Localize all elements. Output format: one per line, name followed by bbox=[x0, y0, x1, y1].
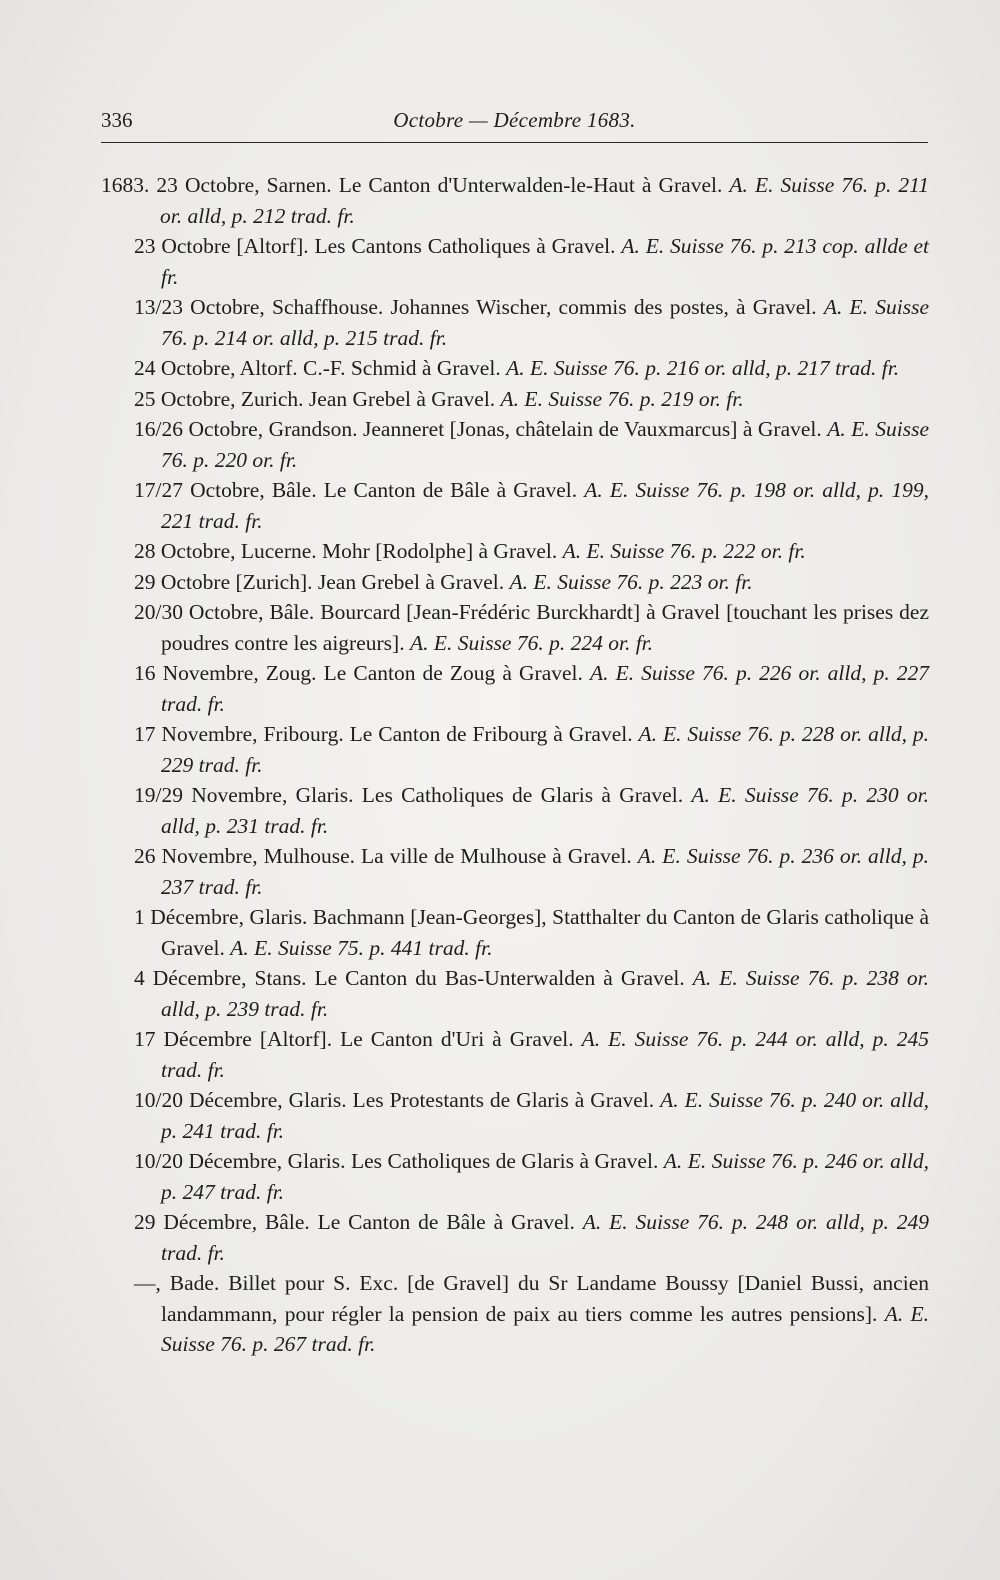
entry-text: 23 Octobre [Altorf]. Les Cantons Catholiques à Gravel. bbox=[134, 234, 616, 258]
archive-reference: A. E. Suisse 76. p. 226 or. alld, p. 227 trad. fr. bbox=[161, 661, 930, 716]
entry-text: 17/27 Octobre, Bâle. Le Canton de Bâle à Gravel. bbox=[134, 478, 578, 502]
page-header bbox=[101, 108, 928, 143]
archive-reference: A. E. Suisse 76. p. 214 or. alld, p. 215 trad. fr. bbox=[161, 295, 929, 350]
archive-reference: A. E. Suisse 76. p. 240 or. alld, p. 241 trad. fr. bbox=[161, 1088, 930, 1143]
calendar-entry bbox=[101, 902, 929, 963]
calendar-entry bbox=[101, 780, 929, 841]
entry-text: 25 Octobre, Zurich. Jean Grebel à Gravel. bbox=[134, 386, 496, 411]
calendar-entry bbox=[101, 1207, 929, 1268]
entry-text: 26 Novembre, Mulhouse. La ville de Mulhouse à Gravel. bbox=[134, 844, 632, 868]
archive-reference: A. E. Suisse 76. p. 220 or. fr. bbox=[161, 417, 930, 472]
calendar-entry bbox=[101, 231, 929, 292]
calendar-entry bbox=[101, 719, 929, 780]
calendar-entry bbox=[101, 597, 929, 658]
archive-reference: A. E. Suisse 76. p. 246 or. alld, p. 247 trad. fr. bbox=[161, 1149, 929, 1204]
archive-reference: A. E. Suisse 76. p. 219 or. fr. bbox=[500, 386, 744, 411]
entry-text: 24 Octobre, Altorf. C.-F. Schmid à Gravel. bbox=[134, 356, 501, 380]
calendar-entry bbox=[101, 170, 929, 231]
entry-text: 4 Décembre, Stans. Le Canton du Bas-Unterwalden à Gravel. bbox=[134, 966, 685, 990]
running-title: Octobre — Décembre 1683. bbox=[393, 108, 636, 132]
entry-text: 10/20 Décembre, Glaris. Les Protestants de Glaris à Gravel. bbox=[134, 1088, 655, 1112]
archive-reference: A. E. Suisse 76. p. 244 or. alld, p. 245 trad. fr. bbox=[161, 1027, 930, 1082]
calendar-entry bbox=[101, 475, 929, 536]
archive-reference: A. E. Suisse 76. p. 213 cop. allde et fr. bbox=[161, 234, 929, 289]
archive-reference: A. E. Suisse 76. p. 238 or. alld, p. 239 trad. fr. bbox=[161, 966, 930, 1021]
archive-reference: A. E. Suisse 76. p. 216 or. alld, p. 217 trad. fr. bbox=[506, 356, 900, 380]
entry-text: 19/29 Novembre, Glaris. Les Catholiques de Glaris à Gravel. bbox=[134, 783, 684, 807]
archive-reference: A. E. Suisse 76. p. 267 trad. fr. bbox=[161, 1301, 929, 1356]
calendar-entry bbox=[101, 1024, 929, 1085]
entry-text: —, Bade. Billet pour S. Exc. [de Gravel] du Sr Landame Boussy [Daniel Bussi, ancien landammann, pour régler la pension de paix au tiers comme les autres pensions]. bbox=[134, 1271, 929, 1326]
entry-text: 17 Décembre [Altorf]. Le Canton d'Uri à Gravel. bbox=[134, 1027, 574, 1051]
calendar-entry bbox=[101, 414, 929, 475]
calendar-entry bbox=[101, 353, 929, 384]
calendar-entry bbox=[101, 384, 929, 415]
entry-text: 28 Octobre, Lucerne. Mohr [Rodolphe] à Gravel. bbox=[134, 539, 558, 563]
calendar-entry bbox=[101, 1146, 929, 1207]
calendar-entry bbox=[101, 1085, 929, 1146]
archive-reference: A. E. Suisse 76. p. 228 or. alld, p. 229 trad. fr. bbox=[161, 722, 930, 777]
calendar-entry bbox=[101, 292, 929, 353]
archive-reference: A. E. Suisse 76. p. 248 or. alld, p. 249 trad. fr. bbox=[161, 1210, 930, 1265]
entry-text: 20/30 Octobre, Bâle. Bourcard [Jean-Frédéric Burckhardt] à Gravel [touchant les prises dez poudres contre les aigreurs]. bbox=[134, 600, 929, 655]
calendar-entry bbox=[101, 963, 929, 1024]
entry-text: 16/26 Octobre, Grandson. Jeanneret [Jonas, châtelain de Vauxmarcus] à Gravel. bbox=[134, 417, 822, 441]
entry-text: 1683. 23 Octobre, Sarnen. Le Canton d'Unterwalden-le-Haut à Gravel. bbox=[101, 173, 723, 197]
archive-reference: A. E. Suisse 76. p. 230 or. alld, p. 231 trad. fr. bbox=[161, 783, 930, 838]
calendar-entry bbox=[101, 841, 929, 902]
page-number: 336 bbox=[101, 108, 133, 132]
archive-reference: A. E. Suisse 76. p. 198 or. alld, p. 199, 221 trad. fr. bbox=[161, 478, 930, 533]
entry-text: 29 Octobre [Zurich]. Jean Grebel à Gravel. bbox=[134, 569, 505, 594]
entry-text: 17 Novembre, Fribourg. Le Canton de Fribourg à Gravel. bbox=[134, 722, 633, 746]
calendar-entry bbox=[101, 658, 929, 719]
archive-reference: A. E. Suisse 75. p. 441 trad. fr. bbox=[230, 935, 493, 960]
calendar-entry bbox=[101, 567, 929, 598]
entry-text: 1 Décembre, Glaris. Bachmann [Jean-Georges], Statthalter du Canton de Glaris catholique à Gravel. bbox=[134, 905, 929, 960]
entry-text: 29 Décembre, Bâle. Le Canton de Bâle à Gravel. bbox=[134, 1210, 575, 1234]
archive-reference: A. E. Suisse 76. p. 222 or. fr. bbox=[562, 539, 806, 563]
calendar-entries bbox=[101, 170, 929, 1360]
entry-text: 10/20 Décembre, Glaris. Les Catholiques de Glaris à Gravel. bbox=[134, 1149, 659, 1173]
calendar-entry bbox=[101, 536, 929, 567]
archive-reference: A. E. Suisse 76. p. 236 or. alld, p. 237 trad. fr. bbox=[161, 844, 930, 899]
archive-reference: A. E. Suisse 76. p. 223 or. fr. bbox=[509, 569, 753, 594]
entry-text: 16 Novembre, Zoug. Le Canton de Zoug à Gravel. bbox=[134, 661, 583, 685]
calendar-entry bbox=[101, 1268, 929, 1360]
archive-reference: A. E. Suisse 76. p. 211 or. alld, p. 212 trad. fr. bbox=[160, 173, 930, 228]
archive-reference: A. E. Suisse 76. p. 224 or. fr. bbox=[409, 630, 654, 655]
entry-text: 13/23 Octobre, Schaffhouse. Johannes Wischer, commis des postes, à Gravel. bbox=[134, 295, 817, 319]
